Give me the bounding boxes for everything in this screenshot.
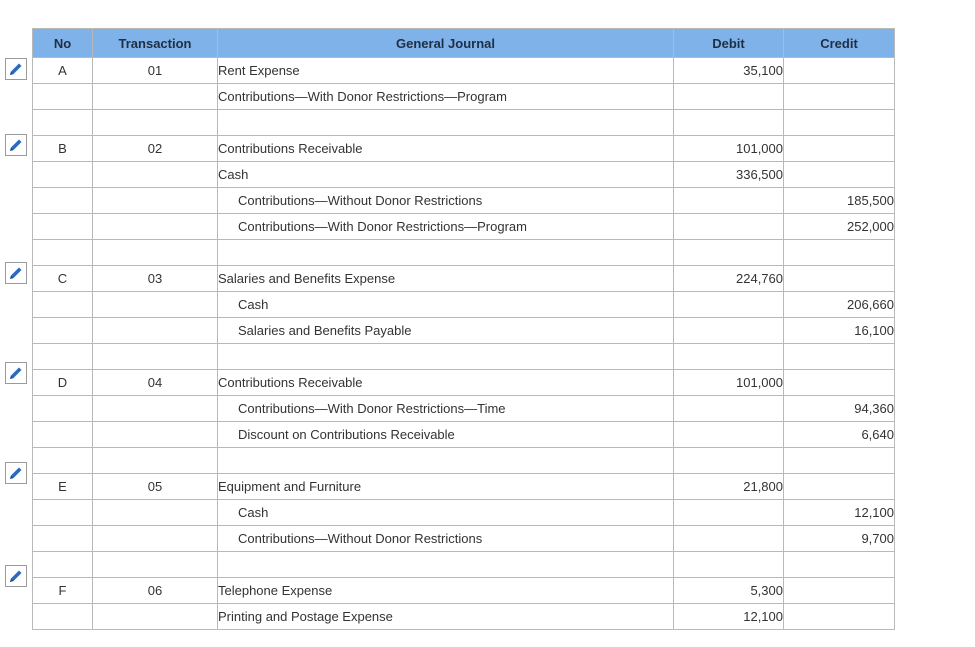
transaction-cell: 04 [93,370,218,396]
no-cell [33,448,93,474]
transaction-cell: 03 [93,266,218,292]
debit-cell [674,448,784,474]
debit-cell [674,110,784,136]
transaction-cell [93,344,218,370]
edit-entry-d-button[interactable] [5,362,27,384]
debit-cell: 224,760 [674,266,784,292]
account-cell: Contributions—Without Donor Restrictions [218,526,674,552]
no-cell [33,318,93,344]
edit-button-column [5,0,29,647]
header-debit: Debit [674,29,784,58]
no-cell [33,188,93,214]
credit-cell: 252,000 [784,214,895,240]
credit-cell: 9,700 [784,526,895,552]
no-cell [33,84,93,110]
table-row [33,84,895,110]
table-row [33,240,895,266]
transaction-cell [93,422,218,448]
edit-entry-e-button[interactable] [5,462,27,484]
account-cell [218,240,674,266]
transaction-cell [93,162,218,188]
debit-cell [674,422,784,448]
transaction-cell [93,526,218,552]
account-cell: Contributions—With Donor Restrictions—Time [218,396,674,422]
account-cell: Printing and Postage Expense [218,604,674,630]
table-row [33,58,895,84]
transaction-cell [93,552,218,578]
no-cell: D [33,370,93,396]
edit-entry-c-button[interactable] [5,262,27,284]
pencil-icon [8,568,24,584]
debit-cell: 336,500 [674,162,784,188]
table-row [33,396,895,422]
transaction-cell [93,188,218,214]
credit-cell: 185,500 [784,188,895,214]
header-no: No [33,29,93,58]
credit-cell [784,266,895,292]
no-cell [33,292,93,318]
account-cell [218,552,674,578]
account-cell: Contributions—With Donor Restrictions—Program [218,214,674,240]
debit-cell: 101,000 [674,370,784,396]
table-row [33,370,895,396]
debit-cell [674,500,784,526]
transaction-cell: 02 [93,136,218,162]
no-cell [33,526,93,552]
no-cell [33,214,93,240]
table-row [33,422,895,448]
credit-cell [784,474,895,500]
no-cell: E [33,474,93,500]
transaction-cell [93,500,218,526]
account-cell: Contributions—Without Donor Restrictions [218,188,674,214]
transaction-cell [93,240,218,266]
credit-cell [784,136,895,162]
table-row [33,110,895,136]
debit-cell [674,526,784,552]
transaction-cell: 05 [93,474,218,500]
header-credit: Credit [784,29,895,58]
table-row [33,448,895,474]
debit-cell: 21,800 [674,474,784,500]
debit-cell: 5,300 [674,578,784,604]
transaction-cell [93,110,218,136]
credit-cell [784,448,895,474]
transaction-cell: 06 [93,578,218,604]
transaction-cell [93,318,218,344]
credit-cell [784,344,895,370]
general-journal-table [32,28,895,630]
debit-cell [674,188,784,214]
table-row [33,552,895,578]
credit-cell [784,110,895,136]
no-cell: A [33,58,93,84]
debit-cell: 101,000 [674,136,784,162]
pencil-icon [8,465,24,481]
table-row [33,526,895,552]
account-cell: Discount on Contributions Receivable [218,422,674,448]
no-cell: B [33,136,93,162]
no-cell [33,110,93,136]
debit-cell: 12,100 [674,604,784,630]
transaction-cell [93,292,218,318]
debit-cell [674,84,784,110]
table-header-row [33,29,895,58]
credit-cell [784,58,895,84]
credit-cell: 94,360 [784,396,895,422]
debit-cell [674,396,784,422]
table-row [33,292,895,318]
debit-cell [674,318,784,344]
table-row [33,474,895,500]
transaction-cell: 01 [93,58,218,84]
credit-cell [784,552,895,578]
transaction-cell [93,396,218,422]
transaction-cell [93,84,218,110]
edit-entry-a-button[interactable] [5,58,27,80]
account-cell: Cash [218,500,674,526]
debit-cell [674,214,784,240]
account-cell: Contributions Receivable [218,136,674,162]
no-cell [33,604,93,630]
account-cell [218,448,674,474]
account-cell: Salaries and Benefits Expense [218,266,674,292]
account-cell: Salaries and Benefits Payable [218,318,674,344]
account-cell: Contributions Receivable [218,370,674,396]
credit-cell [784,240,895,266]
table-row [33,162,895,188]
journal-container [32,28,895,630]
table-row [33,500,895,526]
account-cell: Cash [218,162,674,188]
pencil-icon [8,61,24,77]
debit-cell [674,240,784,266]
header-transaction: Transaction [93,29,218,58]
account-cell [218,110,674,136]
credit-cell: 206,660 [784,292,895,318]
no-cell [33,422,93,448]
credit-cell [784,84,895,110]
pencil-icon [8,365,24,381]
debit-cell [674,292,784,318]
no-cell [33,344,93,370]
debit-cell [674,344,784,370]
transaction-cell [93,214,218,240]
table-row [33,214,895,240]
no-cell [33,396,93,422]
no-cell: C [33,266,93,292]
table-row [33,578,895,604]
account-cell: Contributions—With Donor Restrictions—Program [218,84,674,110]
edit-entry-f-button[interactable] [5,565,27,587]
edit-entry-b-button[interactable] [5,134,27,156]
credit-cell: 16,100 [784,318,895,344]
no-cell [33,240,93,266]
credit-cell [784,162,895,188]
transaction-cell [93,448,218,474]
credit-cell [784,370,895,396]
table-row [33,604,895,630]
credit-cell [784,578,895,604]
debit-cell: 35,100 [674,58,784,84]
no-cell [33,500,93,526]
no-cell [33,162,93,188]
credit-cell [784,604,895,630]
account-cell: Equipment and Furniture [218,474,674,500]
credit-cell: 12,100 [784,500,895,526]
table-row [33,136,895,162]
account-cell [218,344,674,370]
pencil-icon [8,137,24,153]
account-cell: Rent Expense [218,58,674,84]
table-row [33,318,895,344]
no-cell [33,552,93,578]
account-cell: Telephone Expense [218,578,674,604]
header-general-journal: General Journal [218,29,674,58]
pencil-icon [8,265,24,281]
debit-cell [674,552,784,578]
table-row [33,266,895,292]
transaction-cell [93,604,218,630]
account-cell: Cash [218,292,674,318]
table-row [33,344,895,370]
no-cell: F [33,578,93,604]
credit-cell: 6,640 [784,422,895,448]
table-row [33,188,895,214]
